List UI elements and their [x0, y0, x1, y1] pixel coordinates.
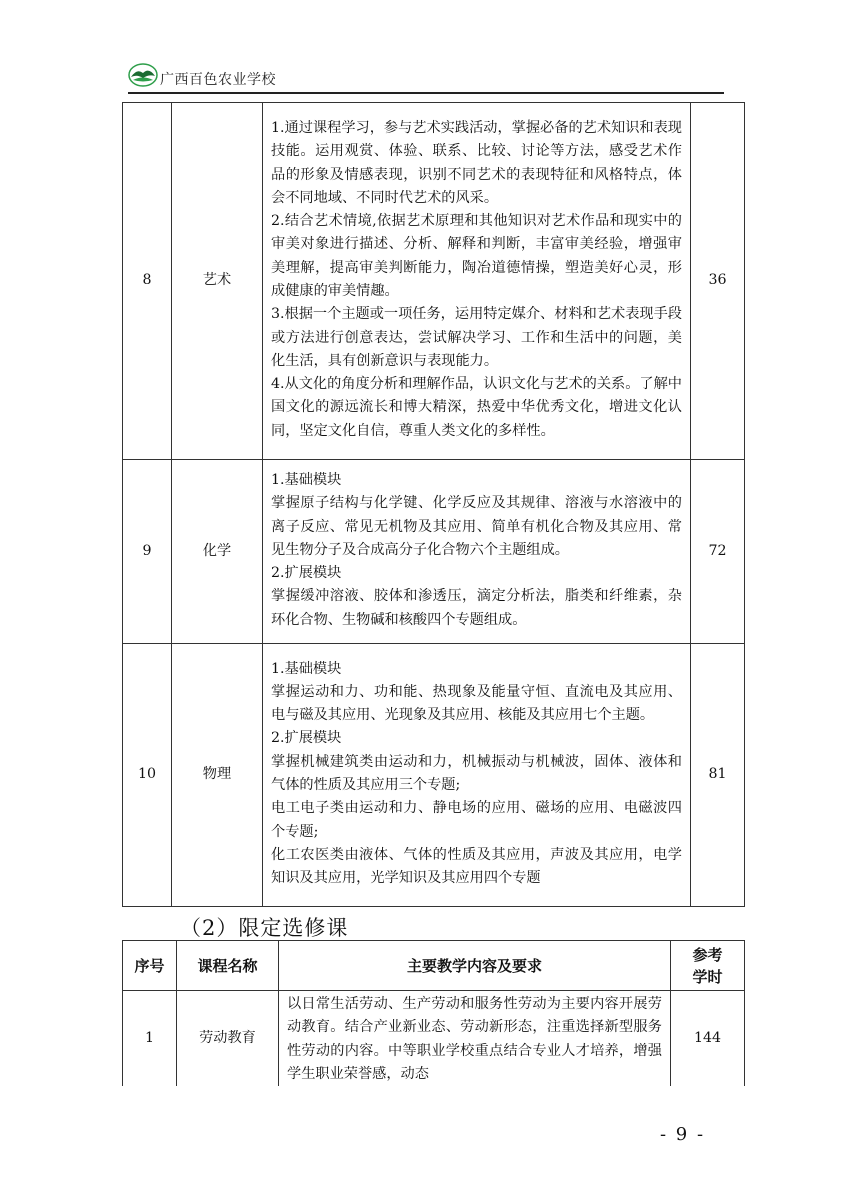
content-paragraph: 掌握机械建筑类由运动和力，机械振动与机械波，固体、液体和气体的性质及其应用三个专题; [271, 753, 682, 793]
course-name: 艺术 [172, 103, 263, 460]
content-paragraph: 电工电子类由运动和力、静电场的应用、磁场的应用、电磁波四个专题; [271, 800, 682, 840]
compulsory-course-table [122, 102, 745, 907]
course-content [263, 644, 691, 907]
content-paragraph: 化工农医类由液体、气体的性质及其应用，声波及其应用，电学知识及其应用，光学知识及其应用四个专题 [271, 846, 682, 887]
school-name: 广西百色农业学校 [160, 72, 276, 88]
school-logo-icon [128, 62, 158, 88]
course-name: 劳动教育 [177, 991, 279, 1087]
table-row [123, 991, 745, 1087]
course-hours: 36 [691, 103, 745, 460]
header-divider [128, 92, 724, 94]
course-content [263, 460, 691, 644]
content-paragraph: 2.结合艺术情境,依据艺术原理和其他知识对艺术作品和现实中的审美对象进行描述、分析、解释和判断，丰富审美经验，增强审美理解，提高审美判断能力，陶冶道德情操，塑造美好心灵，形成健康的审美情趣。 [271, 213, 682, 299]
course-hours: 81 [691, 644, 745, 907]
header-no: 序号 [123, 941, 177, 991]
content-paragraph: 掌握运动和力、功和能、热现象及能量守恒、直流电及其应用、电与磁及其应用、光现象及其应用、核能及其应用七个主题。 [271, 683, 682, 724]
course-content [263, 103, 691, 460]
table-header-row [123, 941, 745, 991]
content-paragraph: 1.基础模块 [271, 471, 342, 488]
compulsory-table-body [123, 103, 745, 907]
content-paragraph: 2.扩展模块 [271, 565, 342, 582]
section-title: （2）限定选修课 [180, 916, 349, 940]
course-content: 以日常生活劳动、生产劳动和服务性劳动为主要内容开展劳动教育。结合产业新业态、劳动新形态，注重选择新型服务性劳动的内容。中等职业学校重点结合专业人才培养，增强学生职业荣誉感，动态 [279, 991, 671, 1087]
content-paragraph: 3.根据一个主题或一项任务，运用特定媒介、材料和艺术表现手段或方法进行创意表达，尝试解决学习、工作和生活中的问题，美化生活，具有创新意识与表现能力。 [271, 306, 682, 369]
content-paragraph: 1.通过课程学习，参与艺术实践活动，掌握必备的艺术知识和表现技能。运用观赏、体验、联系、比较、讨论等方法，感受艺术作品的形象及情感表现，识别不同艺术的表现特征和风格特点，体会不同地域、不同时代艺术的风采。 [271, 119, 682, 206]
row-number: 1 [123, 991, 177, 1087]
row-number: 9 [123, 460, 172, 644]
course-hours: 72 [691, 460, 745, 644]
header-course-name: 课程名称 [177, 941, 279, 991]
table-row [123, 644, 745, 907]
course-name: 物理 [172, 644, 263, 907]
header-content: 主要教学内容及要求 [279, 941, 671, 991]
header-hours [671, 941, 745, 991]
course-name: 化学 [172, 460, 263, 644]
content-paragraph: 2.扩展模块 [271, 730, 342, 747]
page-number: - 9 - [660, 1124, 706, 1145]
page-header [128, 60, 724, 96]
table-row [123, 103, 745, 460]
content-paragraph: 掌握原子结构与化学键、化学反应及其规律、溶液与水溶液中的离子反应、常见无机物及其应用、简单有机化合物及其应用、常见生物分子及合成高分子化合物六个主题组成。 [271, 495, 682, 558]
content-paragraph: 掌握缓冲溶液、胶体和渗透压，滴定分析法，脂类和纤维素，杂环化合物、生物碱和核酸四个专题组成。 [271, 588, 682, 628]
course-hours: 144 [671, 991, 745, 1087]
row-number: 8 [123, 103, 172, 460]
content-paragraph: 4.从文化的角度分析和理解作品，认识文化与艺术的关系。了解中国文化的源远流长和博大精深，热爱中华优秀文化，增进文化认同，坚定文化自信，尊重人类文化的多样性。 [271, 376, 682, 439]
content-paragraph: 1.基础模块 [271, 660, 342, 677]
elective-course-table [122, 940, 745, 1086]
table-row [123, 460, 745, 644]
header-hours-label: 参考学时 [692, 945, 723, 986]
row-number: 10 [123, 644, 172, 907]
